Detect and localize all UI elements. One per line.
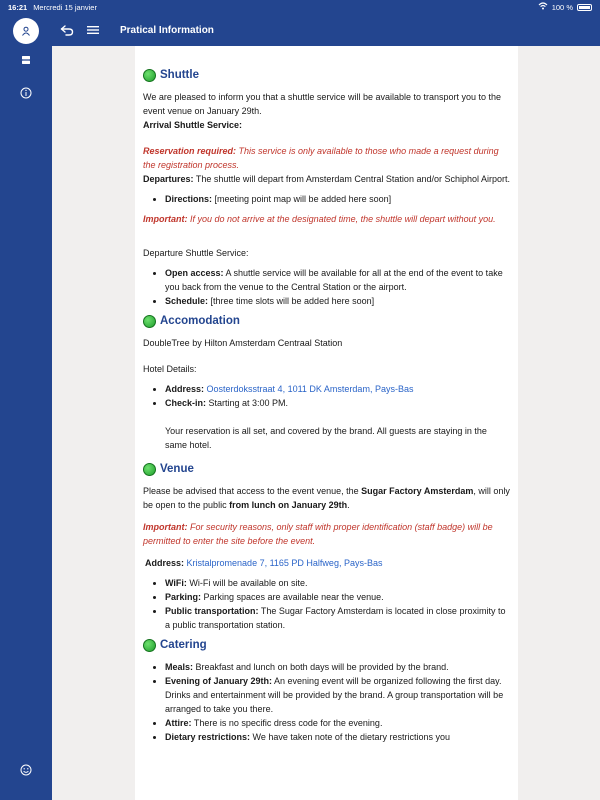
shuttle-important-notice: Important: If you do not arrive at the designated time, the shuttle will depart without you. <box>143 214 496 224</box>
list-item: • Attire: There is no specific dress code for the evening. <box>165 716 510 730</box>
reservation-notice: Reservation required: This service is only available to those who made a request during the registration process. <box>143 146 499 170</box>
green-dot-icon <box>143 69 156 82</box>
list-item: • Directions: [meeting point map will be added here soon] <box>165 192 510 206</box>
status-time: 16:21 <box>8 2 28 12</box>
hotel-details-title: Hotel Details: <box>143 364 197 374</box>
venue-intro: Please be advised that access to the event venue, the Sugar Factory Amsterdam, will only be open to the public from lunch on January 29th. <box>143 486 510 510</box>
status-bar <box>0 0 600 14</box>
status-date: Mercredi 15 janvier <box>33 2 97 12</box>
battery-level: 100 % <box>551 2 573 12</box>
hotel-address-link[interactable]: Oosterdoksstraat 4, 1011 DK Amsterdam, Pays-Bas <box>206 384 414 394</box>
list-item: • Address: Oosterdoksstraat 4, 1011 DK Amsterdam, Pays-Bas <box>165 382 510 396</box>
side-rail <box>0 14 52 800</box>
info-panel <box>135 46 518 800</box>
departure-title: Departure Shuttle Service: <box>143 248 249 258</box>
menu-button[interactable] <box>82 19 104 41</box>
list-item: • Schedule: [three time slots will be added here soon] <box>165 294 510 308</box>
page-title: Pratical Information <box>120 24 214 36</box>
profile-avatar[interactable] <box>13 18 39 44</box>
battery-icon <box>577 4 592 11</box>
section-heading-catering <box>143 638 510 652</box>
smiley-button[interactable] <box>14 758 38 782</box>
list-item: • Check-in: Starting at 3:00 PM. <box>165 396 510 410</box>
info-button[interactable] <box>14 81 38 105</box>
top-header <box>52 14 600 46</box>
hotel-name: DoubleTree by Hilton Amsterdam Centraal Station <box>143 338 343 348</box>
green-dot-icon <box>143 315 156 328</box>
hamburger-icon <box>87 25 99 35</box>
shuttle-intro: We are pleased to inform you that a shuttle service will be available to transport you to the event venue on January 29th. <box>143 92 502 116</box>
venue-heading: Venue <box>160 463 194 475</box>
reservation-note: Your reservation is all set, and covered by the brand. All guests are staying in the same hotel. <box>165 426 487 450</box>
back-button[interactable] <box>56 19 78 41</box>
green-dot-icon <box>143 639 156 652</box>
venue-important-notice: Important: For security reasons, only staff with proper identification (staff badge) will be permitted to enter the site before the event. <box>143 522 493 546</box>
list-item: • Evening of January 29th: An evening event will be organized following the first day. Drinks and entertainment will be provided by the brand. A group transportation will be arranged to take you there. <box>165 674 510 716</box>
wifi-icon <box>538 2 548 12</box>
venue-address: Address: Kristalpromenade 7, 1165 PD Halfweg, Pays-Bas <box>145 558 383 568</box>
back-arrow-icon <box>60 24 74 36</box>
list-item: • Public transportation: The Sugar Factory Amsterdam is located in close proximity to a public transportation station. <box>165 604 510 632</box>
venue-address-link[interactable]: Kristalpromenade 7, 1165 PD Halfweg, Pays-Bas <box>186 558 383 568</box>
list-item: • Parking: Parking spaces are available near the venue. <box>165 590 510 604</box>
section-heading-accommodation <box>143 314 510 328</box>
arrival-title: Arrival Shuttle Service: <box>143 120 243 130</box>
accommodation-heading: Accomodation <box>160 315 240 327</box>
catering-heading: Catering <box>160 639 207 651</box>
layout-icon <box>21 55 31 65</box>
section-heading-shuttle <box>143 68 510 82</box>
list-item: • Meals: Breakfast and lunch on both days will be provided by the brand. <box>165 660 510 674</box>
shuttle-heading: Shuttle <box>160 69 199 81</box>
status-right <box>538 2 592 12</box>
user-icon <box>21 26 31 36</box>
list-item: • WiFi: Wi-Fi will be available on site. <box>165 576 510 590</box>
smiley-icon <box>20 764 32 776</box>
departures-text: Departures: The shuttle will depart from Amsterdam Central Station and/or Schiphol Airport. <box>143 174 511 184</box>
green-dot-icon <box>143 463 156 476</box>
info-icon <box>20 87 32 99</box>
section-heading-venue <box>143 462 510 476</box>
layout-button[interactable] <box>14 48 38 72</box>
list-item: • Open access: A shuttle service will be available for all at the end of the event to take you back from the venue to the Central Station or the airport. <box>165 266 510 294</box>
list-item: • Dietary restrictions: We have taken note of the dietary restrictions you <box>165 730 510 744</box>
